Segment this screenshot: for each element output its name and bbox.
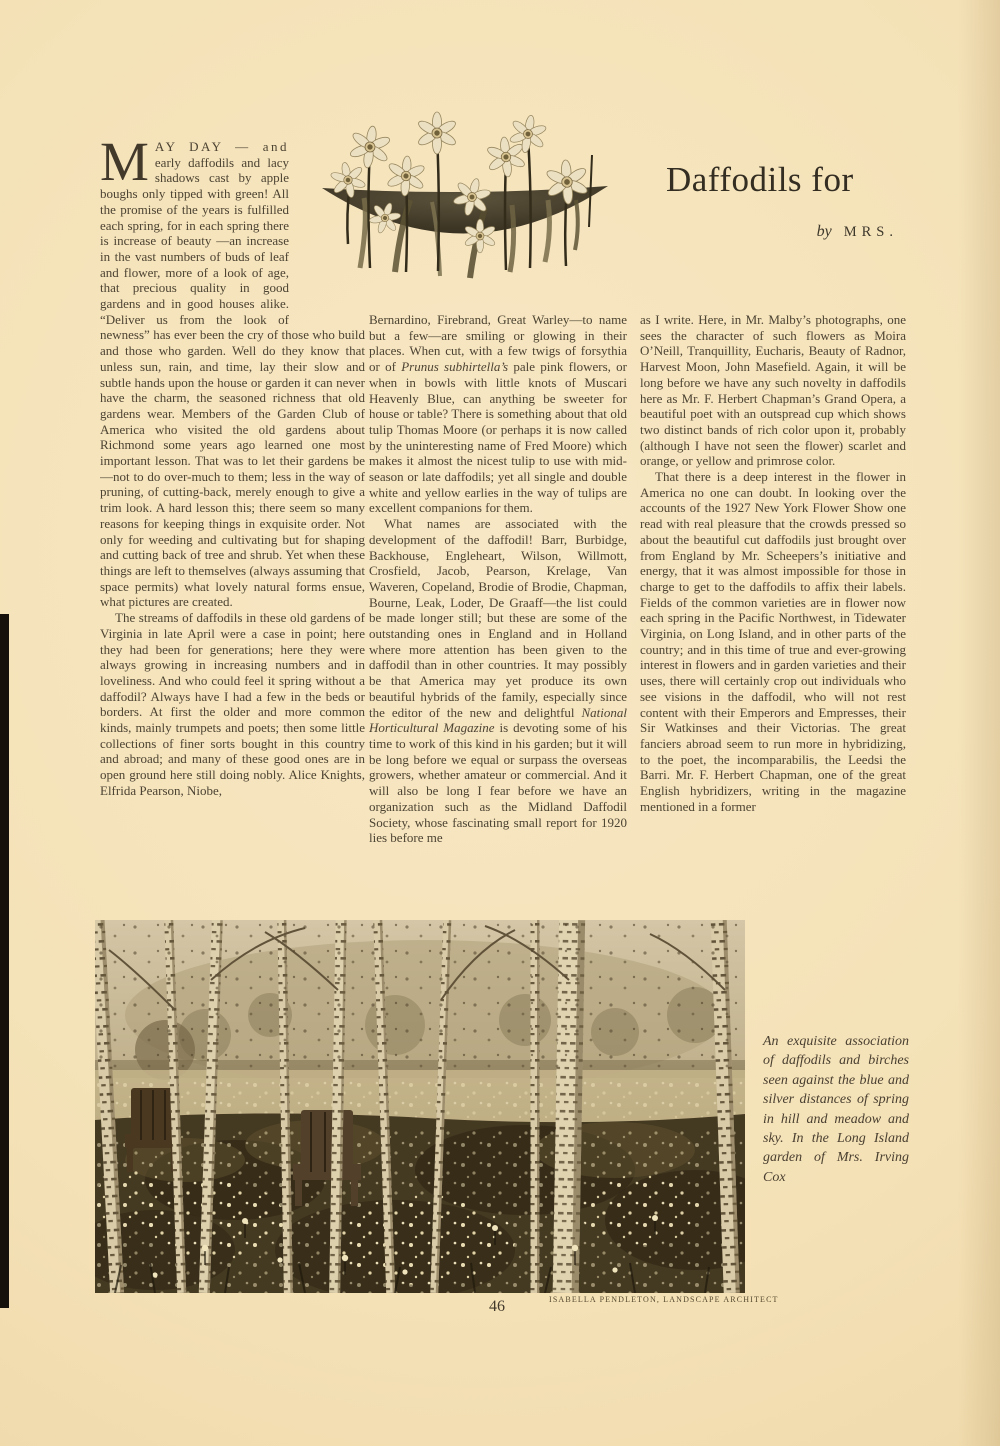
article-column-3	[640, 312, 906, 908]
byline	[817, 223, 898, 241]
paragraph: The streams of daffodils in these old gardens of Virginia in late April were a case in point; here they had been for generations; here they were always growing in increasing numbers and in loveliness. And who could feel it spring without a daffodil? Always have I had a few in the beds or borders. At first the older and more common kinds, mainly trumpets and poets; then some little collections of finer sorts bought in this country and abroad; and many of these good ones are in open ground here still doing nobly. Alice Knights, Elfrida Pearson, Niobe,	[100, 610, 365, 798]
latin-plant-name: Prunus subhirtella’s	[401, 359, 509, 375]
paragraph: as I write. Here, in Mr. Malby’s photographs, one sees the character of such flowers as Moira O’Neill, Tranquillity, Eucharis, Beauty of Radnor, Harvest Moon, John Masefield. Again, it will be long before we have any such novelty in daffodils here as Mr. F. Herbert Chapman’s Grand Opera, a beautiful poet with an outspread cup which shows two distinct bands of rich color upon it, probably (although I have not seen the flower) scarlet and orange, or yellow and primrose color.	[640, 312, 906, 469]
page-number: 46	[489, 1298, 505, 1315]
page-edge-strip	[0, 614, 9, 1308]
foreground-garden	[95, 1113, 745, 1293]
paragraph: Bernardino, Firebrand, Great Warley—to name but a few—are smiling or glowing in their places. When cut, with a few twigs of forsythia or of Prunus subhirtella’s pale pink flowers, or when in bowls with little knots of Muscari Heavenly Blue, can anything be sweeter for house or table? There is something about that old tulip Thomas Moore (or perhaps it is now called by the uninteresting name of Fred Moore) which makes it almost the nicest tulip to use with mid-season or late daffodils; yet all single and double white and yellow earlies in the way of tulips are excellent companions for them.	[369, 312, 627, 516]
magazine-name: National Horticultural Magazine	[369, 704, 627, 736]
byline-prefix: by	[816, 223, 832, 240]
article-column-2	[369, 312, 627, 908]
photo-caption: An exquisite association of daffodils and birches seen against the blue and silver distances of spring in hill and meadow and sky. In the Long Island garden of Mrs. Irving Cox	[763, 1034, 909, 1185]
article-title: Daffodils for	[666, 160, 854, 199]
paragraph: That there is a deep interest in the flower in America no one can doubt. In looking over the accounts of the 1927 New York Flower Show one read with real pleasure that the crowds pressed so about the beautiful cut daffodils just brought over from England by Mr. Scheepers’s initiative and energy, that it was almost impossible for those in charge to get to the daffodils to affix their labels. Fields of the common varieties are in flower now each spring in the Pacific Northwest, in Tidewater Virginia, on Long Island, and in other parts of the country; and in this time of true and ever-growing interest in flowers and in garden varieties and their uses, there will certainly crop out individuals who see visions in the daffodil, who will not rest content with their Emperors and Empresses, their Sir Watkinses and their Victorias. The great fanciers abroad seem to run more in hybridizing, to the poet, the incomparabilis, the Leedsi the Barri. Mr. F. Herbert Chapman, one of the great English hybridizers, writing in the magazine mentioned in a former	[640, 469, 906, 814]
intro-wrap-spacer	[289, 139, 365, 313]
paragraph: What names are associated with the development of the daffodil! Barr, Burbidge, Backhouse, Engleheart, Wilson, Willmott, Crosfield, Jacob, Pearson, Krelage, Van Waveren, Copeland, Brodie of Brodie, Chapman, Bourne, Leak, Loder, De Graaff—the list could be made longer still; but these are some of the outstanding ones in England and in Holland where more attention has been given to the daffodil than in other countries. It may possibly be that America may yet produce its own beautiful hybrids of the family, especially since the editor of the new and delightful National Horticultural Magazine is devoting some of his time to work of this kind in his garden; but it will be long before we equal or surpass the overseas growers, whether amateur or commercial. And it will also be long I fear before we have an organization such as the Midland Daffodil Society, whose fascinating small report for 1920 lies before me	[369, 516, 627, 846]
drop-cap: M	[100, 139, 149, 192]
byline-name: MRS.	[843, 224, 898, 240]
article-column-1	[100, 139, 365, 907]
opening-caps: AY DAY — and	[154, 139, 289, 154]
birch-daffodil-photo-art	[95, 920, 745, 1293]
birch-daffodil-photo	[95, 920, 745, 1293]
canopy-speckle	[95, 920, 745, 1070]
paragraph: MAY DAY — and early daffodils and lacy shadows cast by apple boughs only tipped with green! All the promise of the years is fulfilled each spring, for in each spring there is increase of beauty —an increase in the vast numbers of buds of leaf and flower, more of a look of age, that precious quality in good gardens and in good houses alike. “Deliver us from the look of newness” has ever been the cry of those who build and those who garden. Well do they know that unless sun, rain, and time, lay their slow and subtle hands upon the house or garden it can never have the charm, the seasoned richness that old gardens wear. Members of the Garden Club of America who visited the old gardens about Richmond some years ago learned one most important lesson. That was to let their gardens be—not to do over-much to them; less in the way of pruning, of cutting-back, merely enough to give a trim look. A hard lesson this; there seem so many reasons for keeping things in exquisite order. Not only for weeding and cultivating but for shaping and cutting back of tree and shrub. Yet when these things are left to themselves (always assuming that space permits) what lovely natural forms ensue, what pictures are created.	[100, 139, 365, 610]
photo-credit: ISABELLA PENDLETON, LANDSCAPE ARCHITECT	[549, 1295, 779, 1304]
